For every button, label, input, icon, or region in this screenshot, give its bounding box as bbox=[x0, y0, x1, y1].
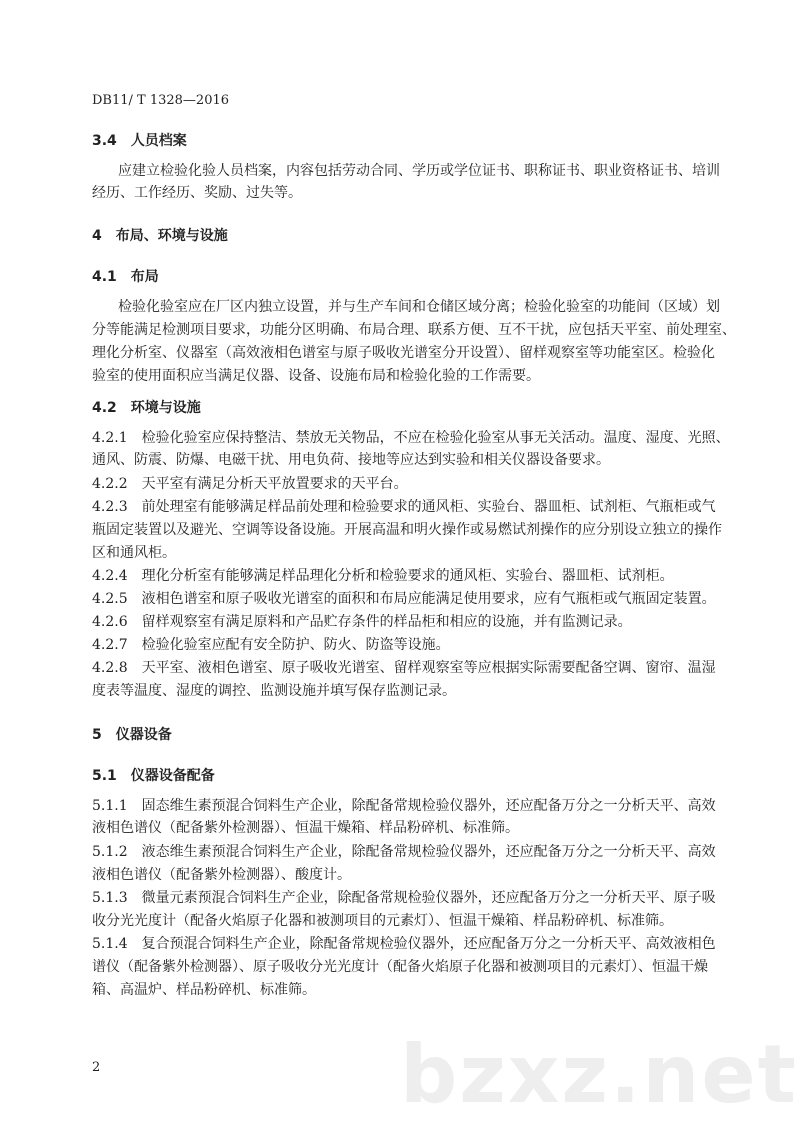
clause-line: 液相色谱仪（配备紫外检测器）、恒温干燥箱、样品粉碎机、标准筛。 bbox=[92, 820, 519, 836]
clause-line: 4.2.8 天平室、液相色谱室、原子吸收光谱室、留样观察室等应根据实际需要配备空调、窗帘、温湿 bbox=[92, 660, 716, 676]
clause-line: 5.1.3 微量元素预混合饲料生产企业，除配备常规检验仪器外，还应配备万分之一分析天平、原子吸 bbox=[92, 890, 716, 906]
section-5-heading: 5 仪器设备 bbox=[92, 727, 172, 743]
clause-line: 4.2.4 理化分析室有能够满足样品理化分析和检验要求的通风柜、实验台、器皿柜、试剂柜。 bbox=[92, 568, 674, 584]
clause-line: 液相色谱仪（配备紫外检测器）、酸度计。 bbox=[92, 867, 351, 883]
section-4-1-heading: 4.1 布局 bbox=[92, 269, 159, 285]
section-4-heading: 4 布局、环境与设施 bbox=[92, 228, 228, 244]
clause-line: 5.1.1 固态维生素预混合饲料生产企业，除配备常规检验仪器外，还应配备万分之一分析天平、高效 bbox=[92, 798, 716, 814]
clause-line: 4.2.2 天平室有满足分析天平放置要求的天平台。 bbox=[92, 476, 408, 492]
clause-line: 谱仪（配备紫外检测器）、原子吸收分光光度计（配备火焰原子化器和被测项目的元素灯）、恒温干燥 bbox=[92, 959, 708, 975]
page-number: 2 bbox=[92, 1060, 101, 1075]
clause-line: 5.1.4 复合预混合饲料生产企业，除配备常规检验仪器外，还应配备万分之一分析天平、高效液相色 bbox=[92, 936, 716, 952]
clause-line: 4.2.5 液相色谱室和原子吸收光谱室的面积和布局应能满足使用要求，应有气瓶柜或气瓶固定装置。 bbox=[92, 591, 716, 607]
section-5-1-heading: 5.1 仪器设备配备 bbox=[92, 768, 215, 784]
clause-line: 箱、高温炉、样品粉碎机、标准筛。 bbox=[92, 982, 316, 998]
paragraph-line: 分等能满足检测项目要求，功能分区明确、布局合理、联系方便、互不干扰，应包括天平室、前处理室、 bbox=[92, 322, 736, 338]
clause-line: 区和通风柜。 bbox=[92, 545, 176, 561]
clause-line: 瓶固定装置以及避光、空调等设备设施。开展高温和明火操作或易燃试剂操作的应分别设立独立的操作 bbox=[92, 522, 722, 538]
paragraph-line: 检验化验室应在厂区内独立设置，并与生产车间和仓储区域分离；检验化验室的功能间（区域）划 bbox=[118, 299, 720, 315]
page-header-std-number: DB11/ T 1328—2016 bbox=[92, 93, 230, 108]
paragraph-line: 经历、工作经历、奖励、过失等。 bbox=[92, 185, 302, 201]
clause-line: 4.2.6 留样观察室有满足原料和产品贮存条件的样品柜和相应的设施，并有监测记录。 bbox=[92, 614, 632, 630]
clause-line: 通风、防震、防爆、电磁干扰、用电负荷、接地等应达到实验和相关仪器设备要求。 bbox=[92, 452, 610, 468]
clause-line: 收分光光度计（配备火焰原子化器和被测项目的元素灯）、恒温干燥箱、样品粉碎机、标准筛。 bbox=[92, 913, 673, 929]
clause-line: 4.2.7 检验化验室应配有安全防护、防火、防盗等设施。 bbox=[92, 637, 450, 653]
watermark-logo: bzxz.net bbox=[400, 1028, 798, 1121]
paragraph-line: 应建立检验化验人员档案，内容包括劳动合同、学历或学位证书、职称证书、职业资格证书、培训 bbox=[118, 163, 720, 179]
clause-line: 4.2.3 前处理室有能够满足样品前处理和检验要求的通风柜、实验台、器皿柜、试剂柜、气瓶柜或气 bbox=[92, 499, 716, 515]
paragraph-line: 验室的使用面积应当满足仪器、设备、设施布局和检验化验的工作需要。 bbox=[92, 368, 540, 384]
clause-line: 4.2.1 检验化验室应保持整洁、禁放无关物品，不应在检验化验室从事无关活动。温度、湿度、光照、 bbox=[92, 430, 730, 446]
section-3-4-heading: 3.4 人员档案 bbox=[92, 133, 187, 149]
clause-line: 5.1.2 液态维生素预混合饲料生产企业，除配备常规检验仪器外，还应配备万分之一分析天平、高效 bbox=[92, 844, 716, 860]
paragraph-line: 理化分析室、仪器室（高效液相色谱室与原子吸收光谱室分开设置）、留样观察室等功能室区。检验化 bbox=[92, 345, 715, 361]
clause-line: 度表等温度、湿度的调控、监测设施并填写保存监测记录。 bbox=[92, 683, 456, 699]
section-4-2-heading: 4.2 环境与设施 bbox=[92, 400, 201, 416]
